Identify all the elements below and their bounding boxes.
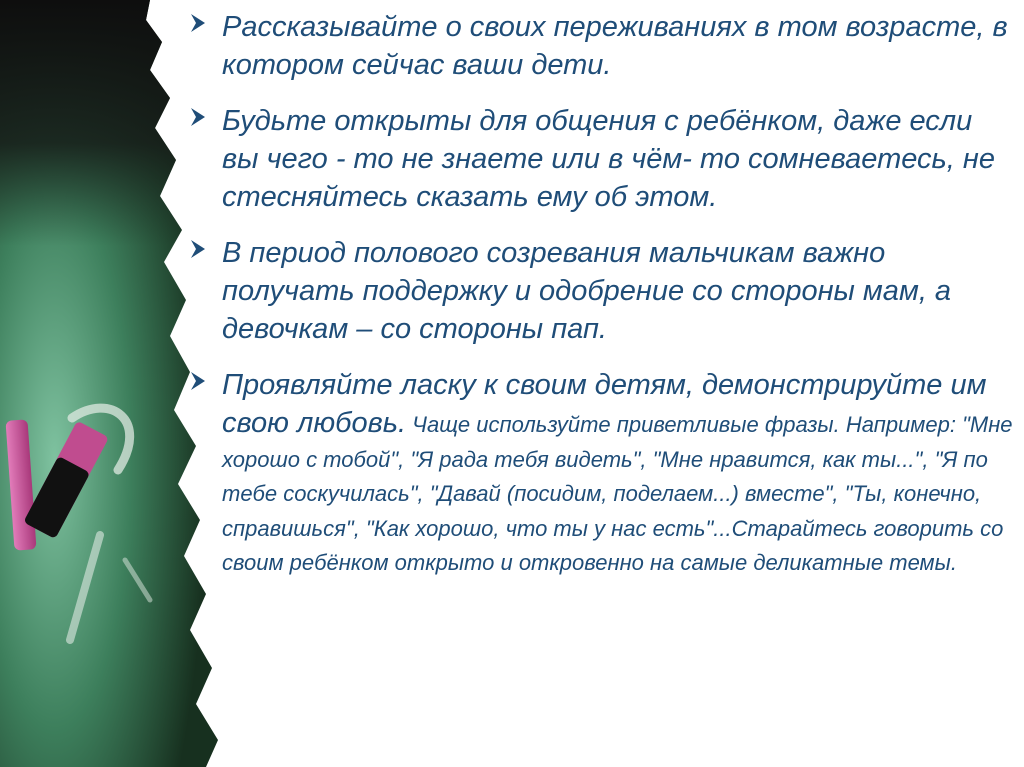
arrow-bullet-icon <box>188 370 208 392</box>
bullet-item <box>188 102 1014 216</box>
bullet-extra-text: Чаще используйте приветливые фразы. Например: "Мне хорошо с тобой", "Я рада тебя видеть", "Мне нравится, как ты...", "Я по тебе соскучилась", "Давай (посидим, поделаем...) вместе", "Ты, конечно, справишься", "Как хорошо, что ты у нас есть"...Старайтесь говорить со своим ребёнком открыто и откровенно на самые деликатные темы. <box>222 412 1013 575</box>
bullet-text: В период полового созревания мальчикам важно получать поддержку и одобрение со стороны мам, а девочкам – со стороны пап. <box>222 237 952 345</box>
bullet-item <box>188 8 1014 84</box>
arrow-bullet-icon <box>188 106 208 128</box>
arrow-bullet-icon <box>188 12 208 34</box>
bullet-text: Проявляйте ласку к своим детям, демонстрируйте им свою любовь. <box>222 369 987 439</box>
bullet-item <box>188 234 1014 348</box>
bullet-text: Рассказывайте о своих переживаниях в том возрасте, в котором сейчас ваши дети. <box>222 11 1008 81</box>
bullet-text: Будьте открыты для общения с ребёнком, даже если вы чего - то не знаете или в чём- то сомневаетесь, не стесняйтесь сказать ему об этом. <box>222 105 995 213</box>
bullet-list <box>188 8 1014 599</box>
arrow-bullet-icon <box>188 238 208 260</box>
bullet-item <box>188 366 1014 581</box>
